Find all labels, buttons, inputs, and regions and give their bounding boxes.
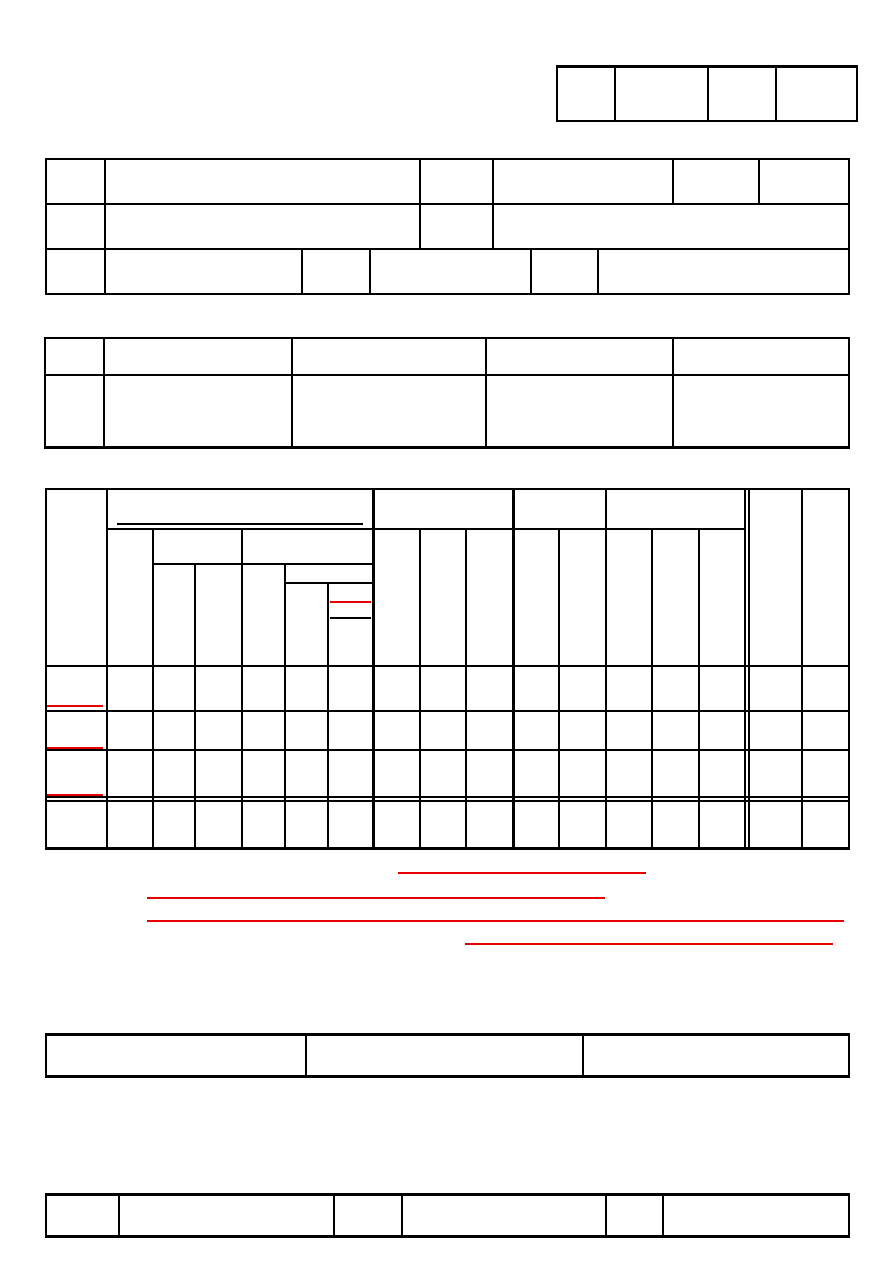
fill-in-underline-red bbox=[147, 897, 605, 899]
fill-in-underline-red bbox=[398, 872, 646, 874]
fill-in-underline-red bbox=[147, 920, 844, 922]
fill-in-underline-red bbox=[465, 943, 833, 945]
